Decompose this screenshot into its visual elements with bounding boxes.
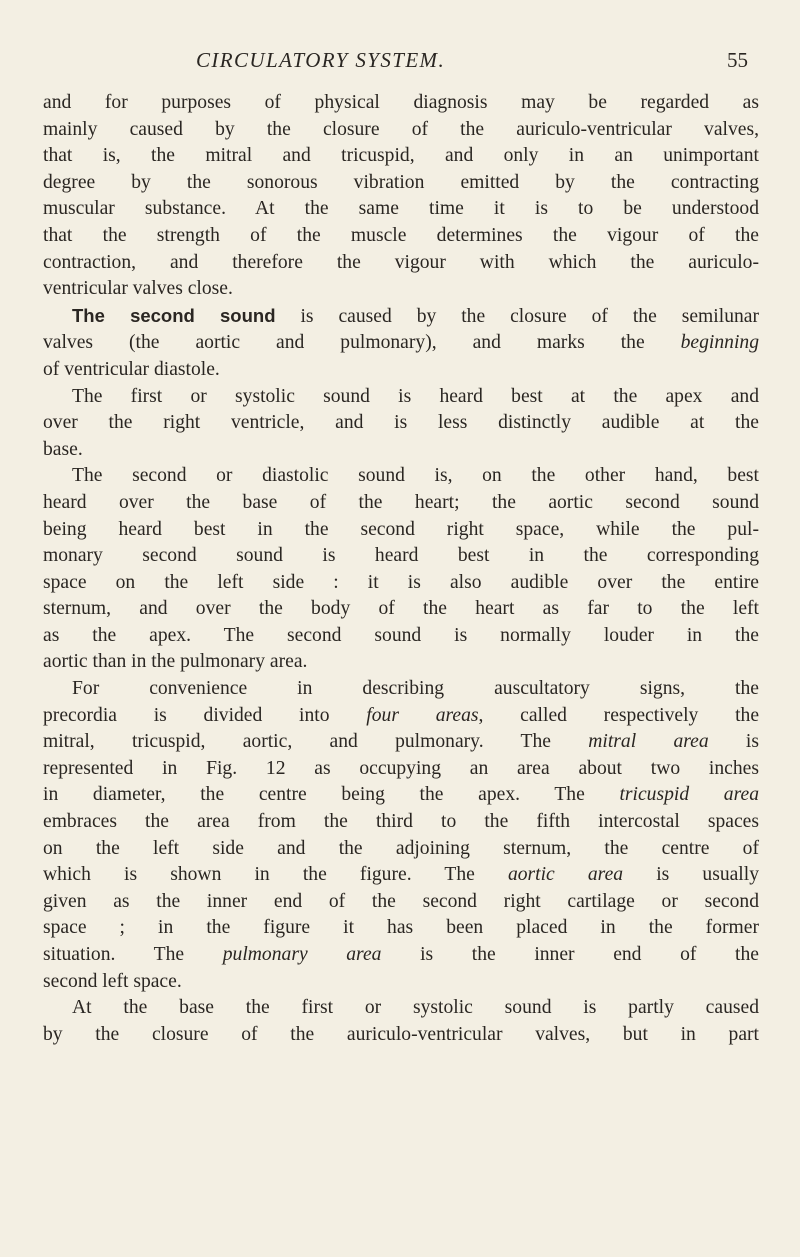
- text-line: [43, 942, 759, 969]
- text-segment: which is shown in the figure. The: [43, 864, 508, 886]
- emphasis-mitral-area: mitral area: [588, 731, 709, 753]
- emphasis-tricuspid-area: tricuspid area: [619, 784, 759, 806]
- text-line: sternum, and over the body of the heart as far to the left: [43, 598, 759, 620]
- emphasis-aortic-area: aortic area: [507, 864, 624, 886]
- text-line: by the closure of the auriculo-ventricular valves, but in part: [43, 1023, 759, 1045]
- running-title: CIRCULATORY SYSTEM.: [196, 48, 446, 72]
- text-segment: valves (the aortic and pulmonary), and marks the: [43, 332, 681, 354]
- text-line: monary second sound is heard best in the corresponding: [43, 545, 759, 567]
- page-number: 55: [727, 48, 748, 72]
- text-line: over the right ventricle, and is less distinctly audible at the: [43, 412, 759, 434]
- body-text: [43, 90, 759, 1048]
- text-line: The second or diastolic sound is, on the other hand, best: [72, 465, 759, 487]
- text-line: represented in Fig. 12 as occupying an area about two inches: [43, 757, 759, 779]
- emphasis-four-areas: four areas: [366, 704, 479, 726]
- text-segment: mitral, tricuspid, aortic, and pulmonary. The: [43, 731, 589, 753]
- text-line: [43, 729, 759, 756]
- text-segment: situation. The: [43, 944, 223, 965]
- text-line: space ; in the figure it has been placed in the former: [43, 917, 759, 939]
- text-line: degree by the sonorous vibration emitted by the contracting: [43, 171, 759, 193]
- emphasis-beginning: beginning: [680, 332, 759, 354]
- text-segment: is the inner end of the: [381, 944, 759, 965]
- text-line: muscular substance. At the same time it is to be understood: [43, 198, 759, 220]
- text-line: The first or systolic sound is heard best at the apex and: [72, 385, 759, 407]
- text-segment: is usually: [623, 864, 759, 886]
- text-line: mainly caused by the closure of the auriculo-ventricular valves,: [43, 118, 759, 140]
- text-line: For convenience in describing auscultatory signs, the: [72, 678, 759, 700]
- text-line: second left space.: [43, 970, 182, 992]
- text-line: [43, 703, 759, 730]
- page-header: [0, 48, 800, 78]
- text-line: [43, 303, 759, 331]
- text-line: space on the left side : it is also audible over the entire: [43, 571, 759, 593]
- text-line: [43, 330, 759, 357]
- text-line: aortic than in the pulmonary area.: [43, 651, 308, 673]
- text-line: At the base the first or systolic sound is partly caused: [72, 997, 759, 1019]
- text-line: as the apex. The second sound is normally louder in the: [43, 624, 759, 646]
- text-line: [43, 862, 759, 889]
- text-line: on the left side and the adjoining sternum, the centre of: [43, 837, 759, 859]
- text-segment: in diameter, the centre being the apex. The: [43, 784, 620, 806]
- text-line: of ventricular diastole.: [43, 358, 220, 380]
- text-line: being heard best in the second right space, while the pul-: [43, 518, 759, 540]
- emphasis-pulmonary-area: pulmonary area: [222, 944, 382, 965]
- text-line: [43, 782, 759, 809]
- text-line: embraces the area from the third to the fifth intercostal spaces: [43, 811, 759, 833]
- text-line: given as the inner end of the second right cartilage or second: [43, 890, 759, 912]
- second-sound-heading: The second sound: [72, 304, 276, 326]
- text-line: ventricular valves close.: [43, 278, 233, 300]
- text-line: heard over the base of the heart; the aortic second sound: [43, 491, 759, 513]
- text-segment: is caused by the closure of the semilunar: [275, 305, 760, 327]
- text-segment: precordia is divided into: [43, 704, 367, 726]
- text-line: and for purposes of physical diagnosis may be regarded as: [43, 92, 759, 113]
- text-line: that the strength of the muscle determines the vigour of the: [43, 224, 759, 246]
- text-segment: , called respectively the: [478, 704, 760, 726]
- text-segment: is: [708, 731, 759, 753]
- text-line: contraction, and therefore the vigour with which the auriculo-: [43, 251, 759, 273]
- text-line: that is, the mitral and tricuspid, and only in an unimportant: [43, 145, 759, 167]
- text-line: base.: [43, 438, 83, 460]
